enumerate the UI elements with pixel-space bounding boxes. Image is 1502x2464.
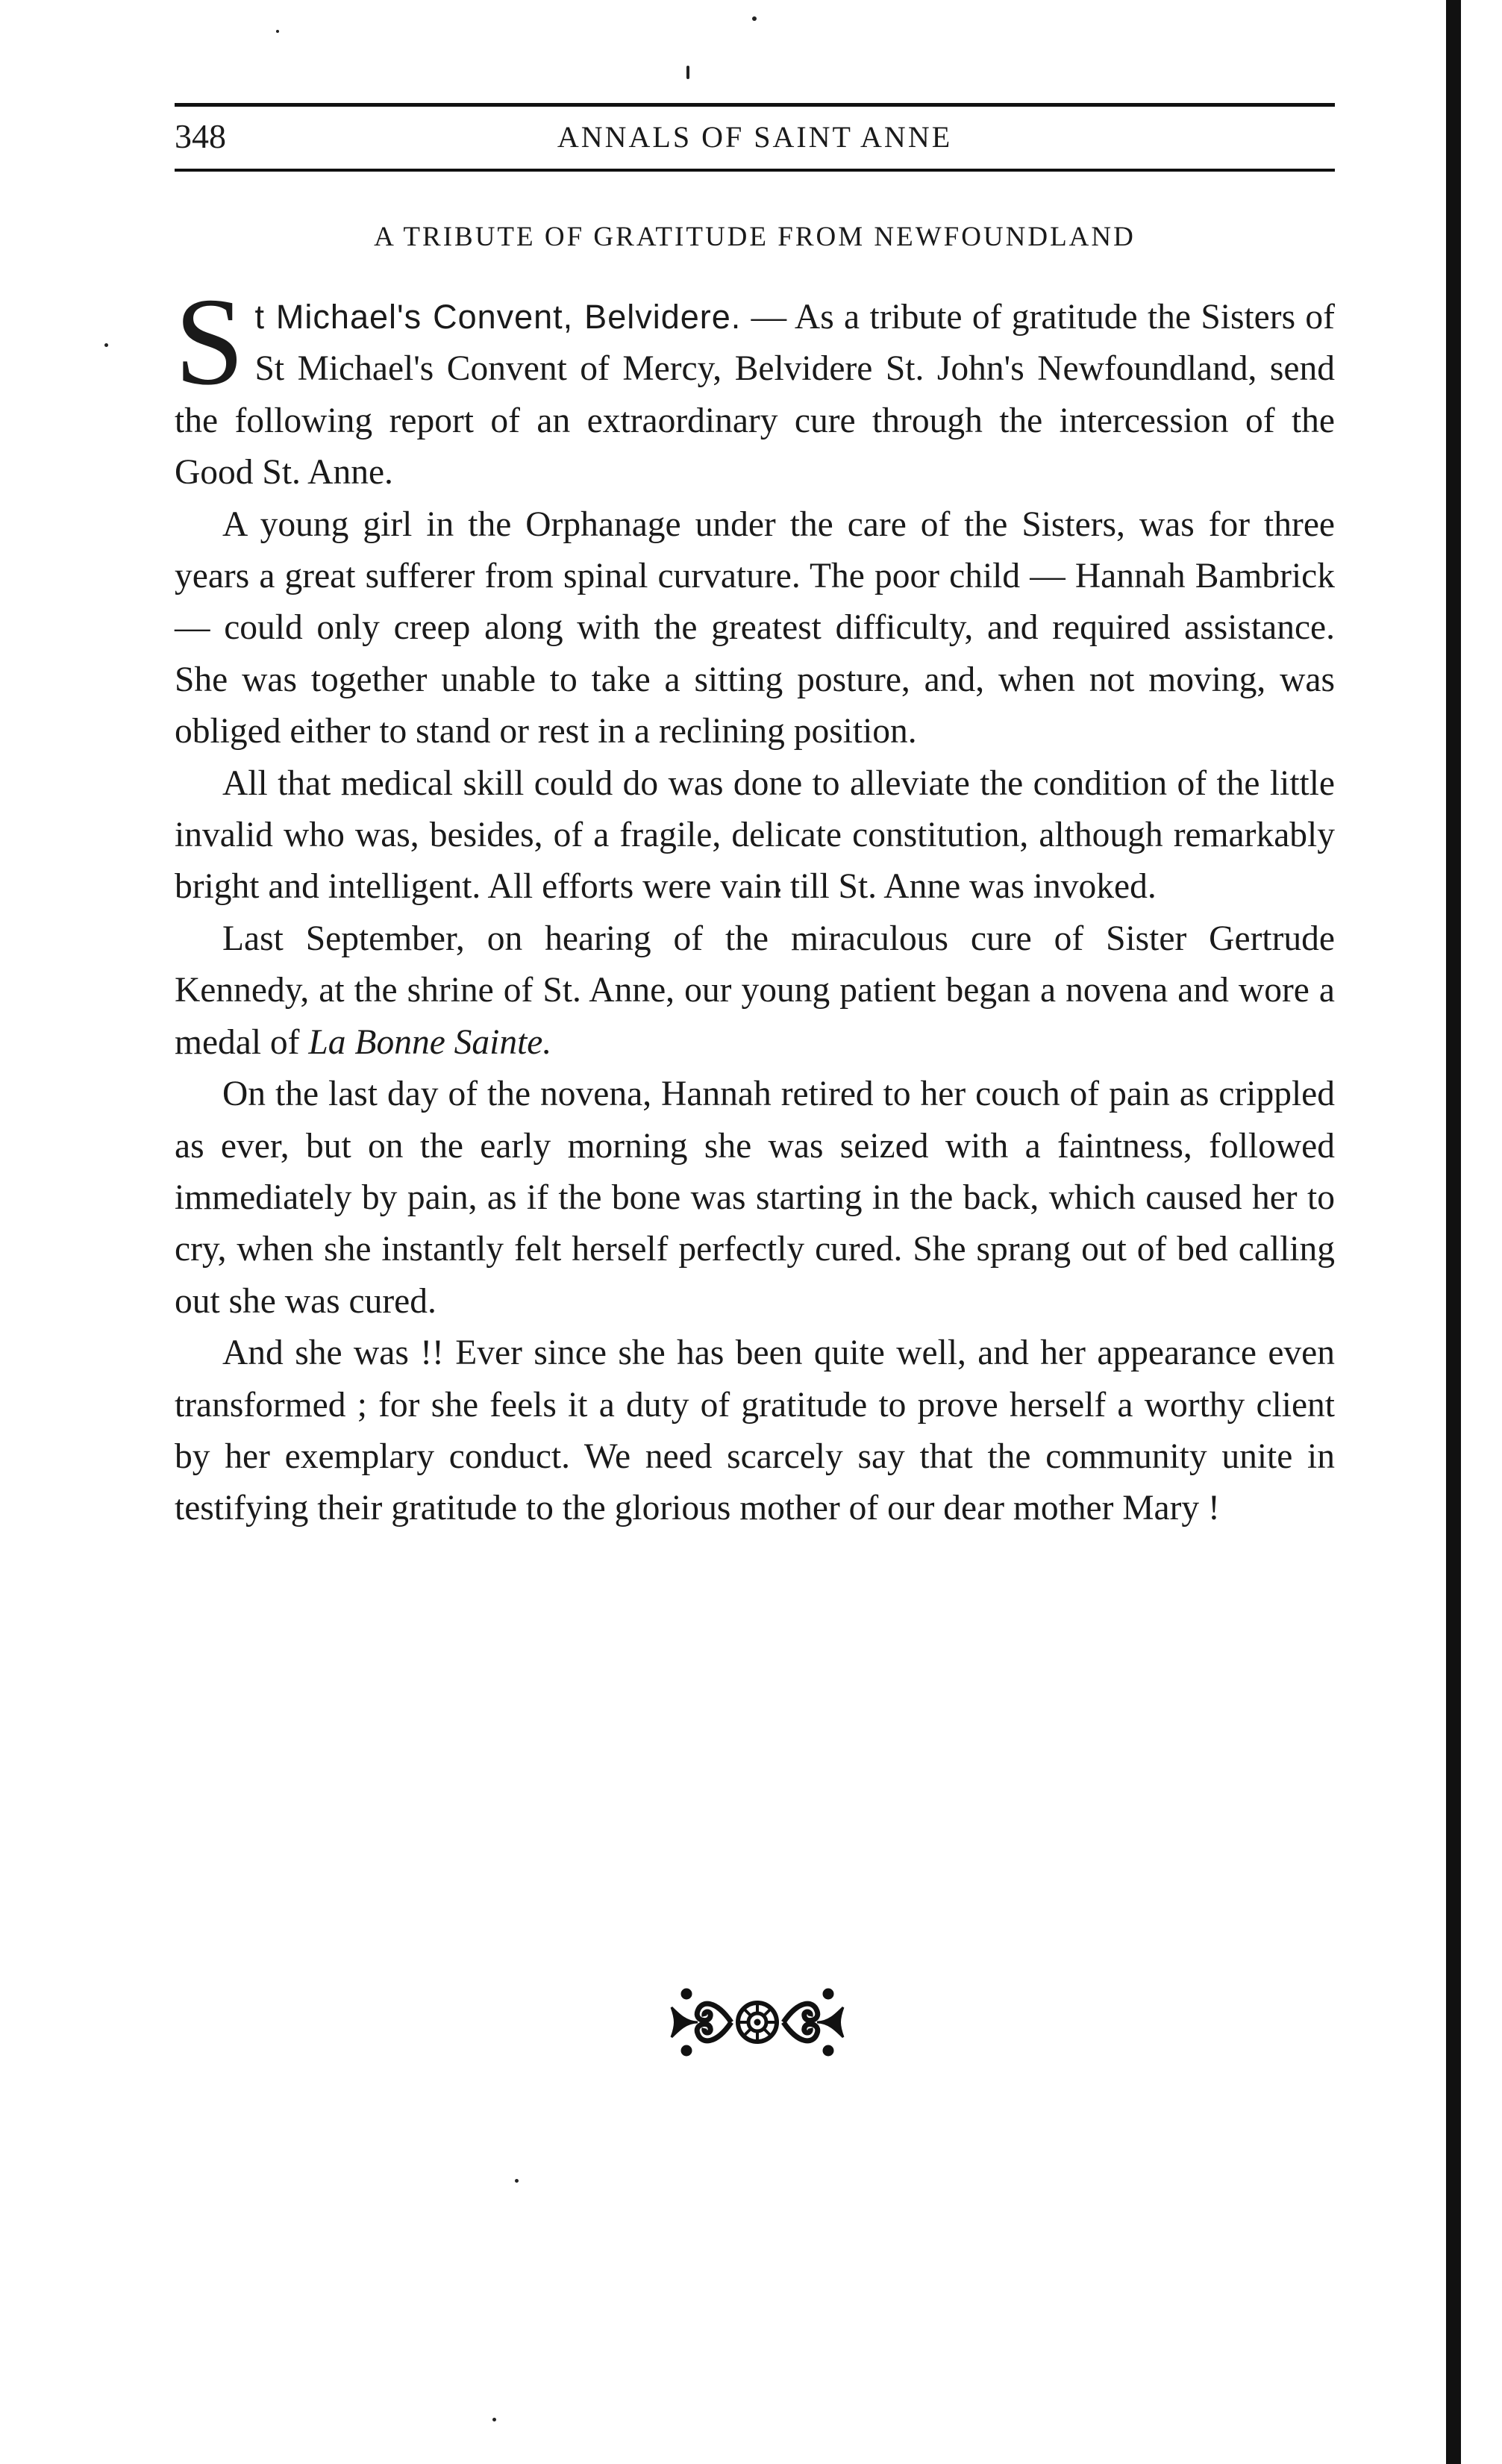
scan-speck: [276, 30, 279, 33]
running-header: [175, 112, 1335, 164]
italic-phrase: La Bonne Sainte.: [308, 1022, 552, 1062]
paragraph-6: And she was !! Ever since she has been quite well, and her appearance even transformed ; for she feels it a duty of gratitude to prove herself a worthy client by her exemplary conduct. We need scarcely say that the community unite in testifying their gratitude to the glorious mother of our dear mother Mary !: [175, 1333, 1335, 1528]
scan-speck: [686, 66, 689, 79]
binding-edge: [1446, 0, 1461, 2464]
fleuron-ornament-icon: [657, 1977, 858, 2067]
scan-speck: [515, 2179, 519, 2183]
paragraph-2: A young girl in the Orphanage under the care of the Sisters, was for three years a great sufferer from spinal curvature. The poor child — Hannah Bambrick — could only creep along with the greatest difficulty, and required assistance. She was together unable to take a sitting posture, and, when not moving, was obliged either to stand or rest in a reclining position.: [175, 504, 1335, 751]
paragraph-4: [175, 913, 1335, 1069]
lead-in: t Michael's Convent, Belvidere.: [254, 298, 742, 336]
running-title: ANNALS OF SAINT ANNE: [557, 120, 953, 154]
paragraph-4-text: Last September, on hearing of the miraculous cure of Sister Gertrude Kennedy, at the shrine of St. Anne, our young patient began a novena and wore a medal of: [175, 919, 1335, 1062]
page-number: 348: [175, 117, 226, 155]
article-title: A TRIBUTE OF GRATITUDE FROM NEWFOUNDLAND: [374, 222, 1136, 252]
paragraph-1: [175, 272, 1335, 499]
header-top-rule: [175, 103, 1335, 107]
scan-speck: [752, 16, 757, 21]
scan-speck: [104, 343, 108, 347]
paragraph-5: On the last day of the novena, Hannah retired to her couch of pain as crippled as ever, but on the early morning she was seized with a faintness, followed immediately by pain, as if the bone was starting in the back, which caused her to cry, when she instantly felt herself perfectly cured. She sprang out of bed calling out she was cured.: [175, 1075, 1335, 1321]
scan-speck: [492, 2418, 496, 2421]
header-bottom-rule: [175, 169, 1335, 172]
paragraph-1-text: — As a tribute of gratitude the Sisters of St Michael's Convent of Mercy, Belvidere St. John's Newfoundland, send the following report of an extraordinary cure through the intercession of the Good St. Anne.: [175, 298, 1335, 493]
drop-cap: S: [175, 272, 245, 411]
paragraph-3: All that medical skill could do was done to alleviate the condition of the little invalid who was, besides, of a fragile, delicate constitution, although remarkably bright and intelligent. All efforts were vain till St. Anne was invoked.: [175, 763, 1335, 907]
article-body: [175, 272, 1335, 1535]
